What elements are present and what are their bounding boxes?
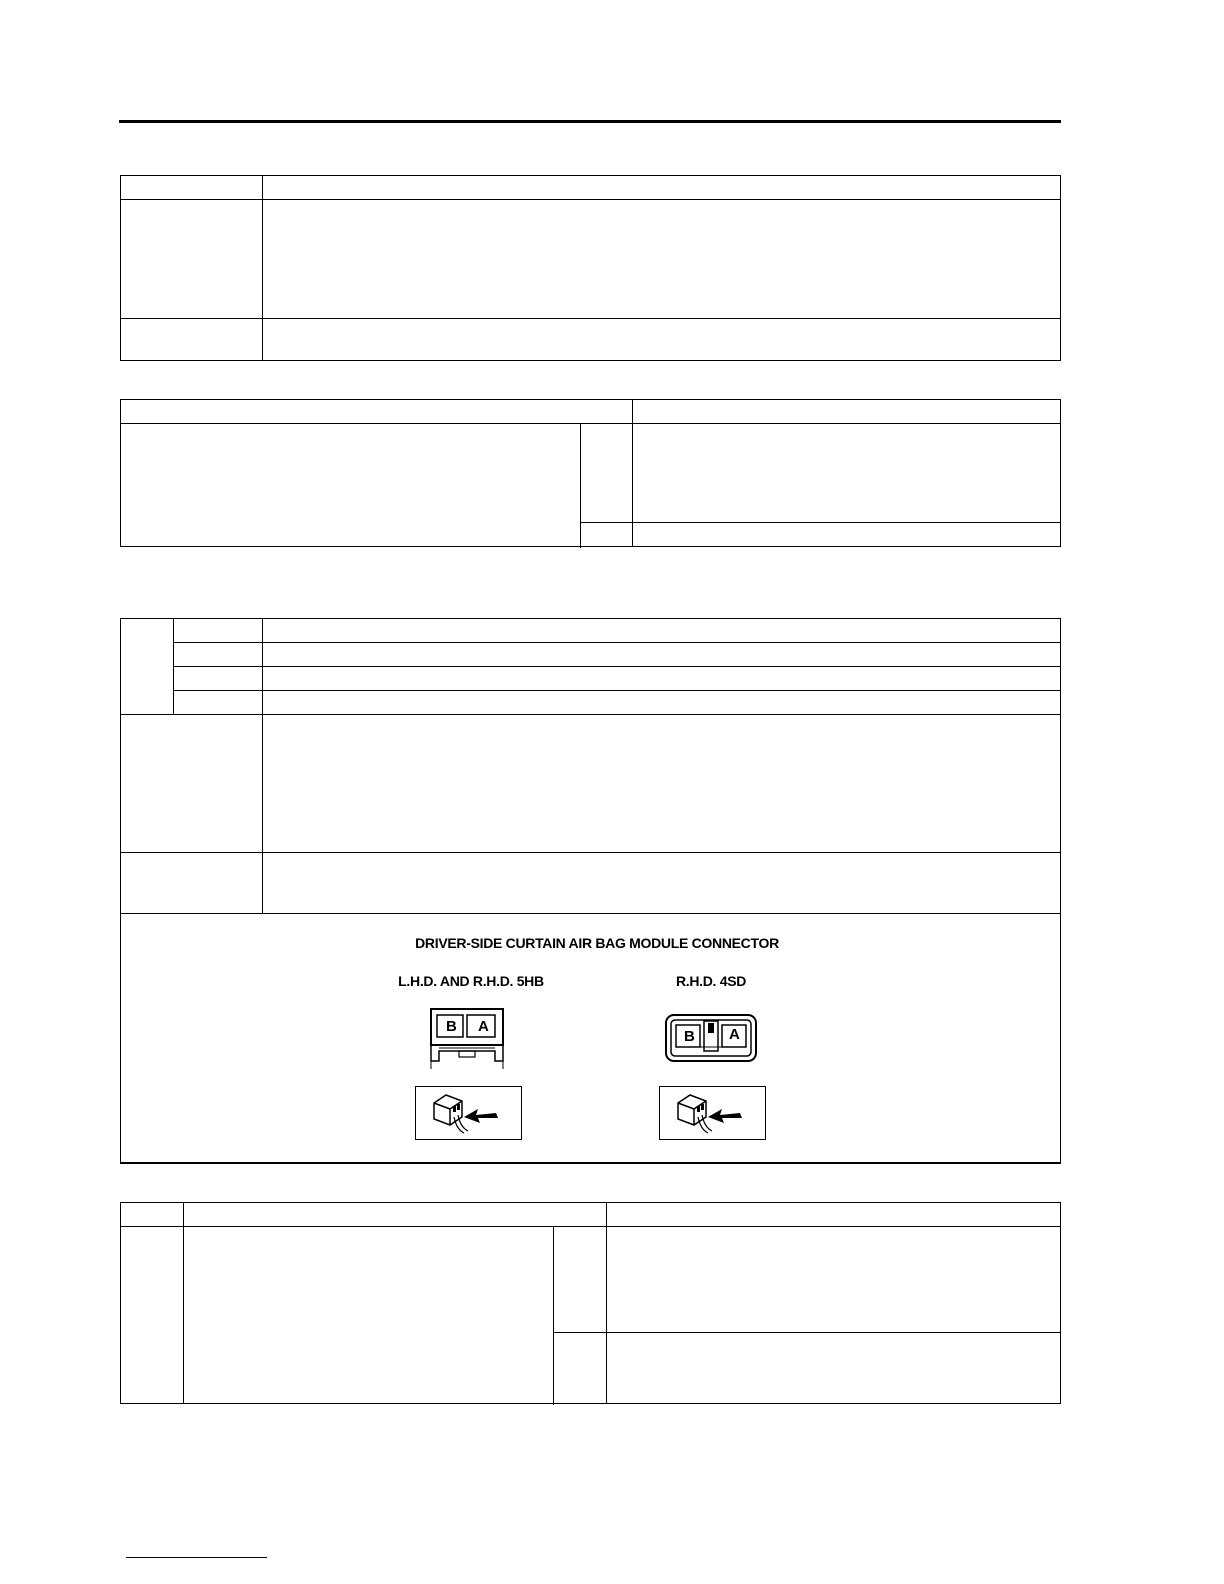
table-row-divider bbox=[173, 690, 1061, 691]
table-row-divider bbox=[121, 852, 1060, 853]
dtc-detail-table bbox=[120, 618, 1061, 1164]
table-column-divider bbox=[173, 619, 174, 715]
table-column-divider bbox=[632, 400, 633, 546]
table-row-divider bbox=[173, 666, 1061, 667]
footer-link-rule bbox=[126, 1557, 267, 1558]
connector-4sd-pin-a: A bbox=[729, 1026, 740, 1043]
table-column-divider bbox=[183, 1203, 184, 1403]
table-row-divider bbox=[121, 714, 1060, 715]
dtc-description-table bbox=[120, 175, 1061, 361]
table-row-divider bbox=[553, 1332, 1061, 1333]
table-column-divider bbox=[580, 423, 581, 548]
table-row-divider bbox=[173, 642, 1061, 643]
table-column-divider bbox=[606, 1203, 607, 1403]
table-column-divider bbox=[262, 619, 263, 914]
connector-4sd-pin-b: B bbox=[684, 1028, 695, 1045]
figure-caption-left: L.H.D. AND R.H.D. 5HB bbox=[398, 973, 544, 989]
connector-4sd-face-icon bbox=[664, 1013, 758, 1063]
header-rule bbox=[119, 120, 1061, 123]
diagnostic-step-table-2 bbox=[120, 1202, 1061, 1404]
figure-caption-right: R.H.D. 4SD bbox=[675, 973, 747, 989]
connector-5hb-pin-b: B bbox=[446, 1018, 457, 1035]
table-header-divider bbox=[121, 1226, 1060, 1227]
harness-view-left bbox=[415, 1086, 522, 1140]
figure-title: DRIVER-SIDE CURTAIN AIR BAG MODULE CONNECTOR bbox=[415, 935, 779, 951]
table-column-divider bbox=[262, 176, 263, 360]
table-column-divider bbox=[553, 1226, 554, 1405]
connector-5hb-pin-a: A bbox=[478, 1018, 489, 1035]
table-header-divider bbox=[121, 423, 1060, 424]
connector-5hb-face-icon bbox=[429, 1007, 505, 1071]
table-row-divider bbox=[121, 913, 1060, 914]
table-row-divider bbox=[580, 522, 1061, 523]
diagnostic-step-table-1 bbox=[120, 399, 1061, 547]
harness-side-connector-icon bbox=[660, 1087, 764, 1138]
harness-view-right bbox=[659, 1086, 766, 1140]
harness-side-connector-icon bbox=[416, 1087, 520, 1138]
